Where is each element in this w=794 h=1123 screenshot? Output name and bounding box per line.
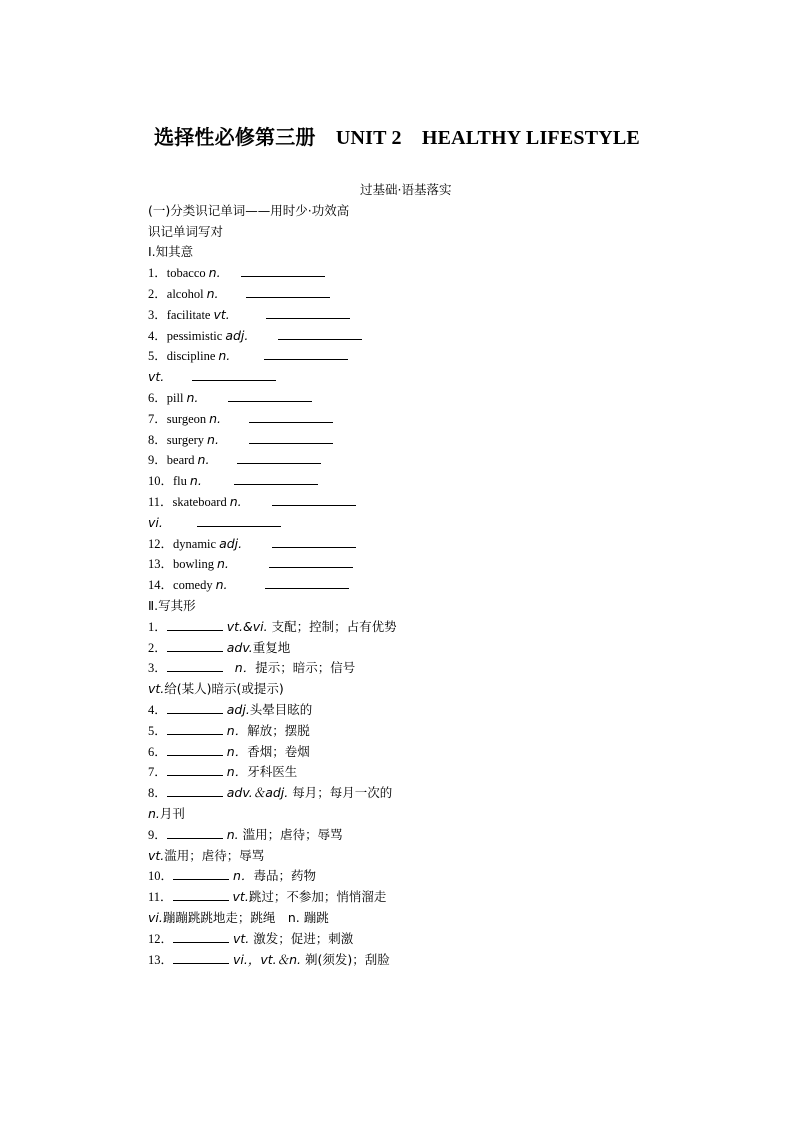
- answer-blank[interactable]: [237, 462, 321, 464]
- item-pos: vt.: [232, 889, 249, 904]
- item-word: flu: [173, 474, 187, 488]
- item-pos: n.: [206, 286, 219, 301]
- answer-blank[interactable]: [192, 379, 276, 381]
- item-word: alcohol: [166, 287, 204, 301]
- answer-blank[interactable]: [249, 442, 333, 444]
- list-item: [148, 931, 353, 947]
- section1-subheading: 识记单词写对: [148, 224, 224, 239]
- item-meaning: 月刊: [159, 806, 185, 821]
- item-meaning: 毒品；药物: [253, 868, 316, 883]
- item-meaning: 跳过；不参加；悄悄溜走: [248, 889, 387, 904]
- answer-blank[interactable]: [249, 421, 333, 423]
- list-item: [148, 348, 348, 364]
- answer-blank[interactable]: [167, 670, 223, 672]
- answer-blank[interactable]: [269, 566, 353, 568]
- answer-blank[interactable]: [167, 837, 223, 839]
- answer-blank[interactable]: [167, 733, 223, 735]
- item-meaning: 牙科医生: [247, 764, 298, 779]
- answer-blank[interactable]: [167, 774, 223, 776]
- item-pos: n.: [215, 577, 228, 592]
- item-pos: adj.: [225, 328, 249, 343]
- answer-blank[interactable]: [173, 878, 229, 880]
- item-number: 5．: [148, 724, 167, 738]
- item-pos: n．: [226, 764, 248, 779]
- item-number: 13．: [148, 557, 174, 571]
- item-number: 12．: [148, 537, 174, 551]
- item-number: 12．: [148, 932, 174, 946]
- item-number: 4．: [148, 703, 167, 717]
- item-number: 1．: [148, 620, 167, 634]
- item-meaning: 滥用；虐待；辱骂: [238, 827, 343, 842]
- list-item: [148, 265, 325, 281]
- item-word: pill: [166, 391, 184, 405]
- item-pos: n．: [226, 723, 248, 738]
- item-number: 13．: [148, 953, 174, 967]
- list-item: [148, 619, 397, 635]
- item-pos: vi.: [148, 910, 163, 925]
- answer-blank[interactable]: [266, 317, 350, 319]
- list-item: [148, 681, 284, 697]
- list-item: [148, 432, 333, 448]
- list-item: [148, 328, 362, 344]
- section1-heading: (一)分类识记单词——用时少·功效高: [148, 203, 350, 218]
- list-item: [148, 286, 330, 302]
- list-item: [148, 764, 297, 780]
- item-pos: vt.: [148, 681, 165, 696]
- item-word: discipline: [166, 349, 216, 363]
- list-item: [148, 910, 329, 926]
- item-pos: adv.: [226, 640, 253, 655]
- item-pos: n.: [186, 390, 199, 405]
- item-pos: n.: [217, 556, 229, 571]
- item-pos: n.: [189, 473, 202, 488]
- item-pos: vt.: [148, 848, 165, 863]
- list-item: [148, 515, 281, 531]
- item-number: 10．: [148, 474, 174, 488]
- item-pos: n．: [233, 868, 254, 883]
- item-pos: vt.&vi.: [226, 619, 268, 634]
- item-number: 14．: [148, 578, 174, 592]
- item-meaning: 蹦蹦跳跳地走；跳绳 n. 蹦跳: [162, 910, 329, 925]
- item-pos: n．: [226, 744, 248, 759]
- item-word: pessimistic: [166, 329, 223, 343]
- item-pos: vt.: [148, 369, 165, 384]
- item-number: 4．: [148, 329, 167, 343]
- item-number: 3．: [148, 308, 167, 322]
- item-meaning: 解放；摆脱: [247, 723, 310, 738]
- list-item: [148, 390, 312, 406]
- item-pos: vt.: [213, 307, 230, 322]
- list-item: [148, 640, 290, 656]
- item-meaning: 香烟；卷烟: [247, 744, 310, 759]
- answer-blank[interactable]: [264, 358, 348, 360]
- part2-heading: Ⅱ.写其形: [148, 598, 196, 613]
- answer-blank[interactable]: [246, 296, 330, 298]
- item-number: 6．: [148, 391, 167, 405]
- answer-blank[interactable]: [167, 629, 223, 631]
- item-number: 5．: [148, 349, 167, 363]
- item-pos: vi.: [148, 515, 163, 530]
- answer-blank[interactable]: [167, 712, 223, 714]
- answer-blank[interactable]: [173, 899, 229, 901]
- item-number: 8．: [148, 786, 167, 800]
- list-item: [148, 785, 392, 801]
- item-pos: n．: [234, 660, 256, 675]
- item-pos: n.: [207, 432, 219, 447]
- item-meaning: 提示；暗示；信号: [255, 660, 356, 675]
- item-meaning: 剃(须发)；刮脸: [301, 952, 390, 967]
- list-item: [148, 744, 310, 760]
- list-item: [148, 702, 312, 718]
- list-item: [148, 369, 276, 385]
- item-number: 9．: [148, 453, 167, 467]
- item-word: comedy: [173, 578, 213, 592]
- item-pos: n.: [148, 806, 160, 821]
- item-pos: n.: [218, 348, 231, 363]
- item-number: 10．: [148, 869, 174, 883]
- item-meaning: 每月；每月一次的: [288, 785, 393, 800]
- list-item: [148, 307, 350, 323]
- item-pos: n.: [208, 265, 221, 280]
- item-word: surgeon: [166, 412, 207, 426]
- list-item: [148, 723, 310, 739]
- item-word: beard: [166, 453, 195, 467]
- answer-blank[interactable]: [167, 754, 223, 756]
- page-title: 选择性必修第三册 UNIT 2 HEALTHY LIFESTYLE: [154, 127, 640, 149]
- item-number: 2．: [148, 641, 167, 655]
- item-pos: adj.: [226, 702, 250, 717]
- item-pos: n.: [226, 827, 239, 842]
- part1-heading: Ⅰ.知其意: [148, 244, 194, 259]
- answer-blank[interactable]: [272, 546, 356, 548]
- item-pos: n.: [209, 411, 222, 426]
- item-meaning: 支配；控制；占有优势: [267, 619, 397, 634]
- answer-blank[interactable]: [173, 962, 229, 964]
- list-item: [148, 452, 321, 468]
- list-item: [148, 806, 185, 822]
- item-number: 11．: [148, 495, 173, 509]
- item-word: dynamic: [173, 537, 217, 551]
- list-item: [148, 556, 353, 572]
- answer-blank[interactable]: [167, 795, 223, 797]
- list-item: [148, 952, 390, 968]
- item-number: 7．: [148, 765, 167, 779]
- item-pos: n.: [197, 452, 210, 467]
- item-number: 6．: [148, 745, 167, 759]
- item-word: skateboard: [172, 495, 227, 509]
- list-item: [148, 494, 356, 510]
- item-word: bowling: [173, 557, 214, 571]
- answer-blank[interactable]: [197, 525, 281, 527]
- item-pos: adj.: [219, 536, 243, 551]
- list-item: [148, 848, 264, 864]
- item-number: 1．: [148, 266, 167, 280]
- answer-blank[interactable]: [272, 504, 356, 506]
- item-number: 9．: [148, 828, 167, 842]
- answer-blank[interactable]: [265, 587, 349, 589]
- item-meaning: 激发；促进；刺激: [249, 931, 354, 946]
- list-item: [148, 868, 316, 884]
- item-pos: adv.＆adj.: [226, 785, 289, 800]
- item-word: tobacco: [166, 266, 206, 280]
- item-meaning: 重复地: [252, 640, 291, 655]
- list-item: [148, 577, 349, 593]
- answer-blank[interactable]: [167, 650, 223, 652]
- item-number: 2．: [148, 287, 167, 301]
- list-item: [148, 827, 343, 843]
- answer-blank[interactable]: [241, 275, 325, 277]
- item-number: 7．: [148, 412, 167, 426]
- item-number: 11．: [148, 890, 173, 904]
- list-item: [148, 889, 386, 905]
- item-meaning: 给(某人)暗示(或提示): [164, 681, 284, 696]
- section-subtitle: 过基础·语基落实: [360, 182, 452, 197]
- answer-blank[interactable]: [234, 483, 318, 485]
- list-item: [148, 473, 318, 489]
- item-pos: vi.，vt.＆n.: [233, 952, 302, 967]
- item-number: 8．: [148, 433, 167, 447]
- answer-blank[interactable]: [278, 338, 362, 340]
- answer-blank[interactable]: [173, 941, 229, 943]
- item-meaning: 滥用；虐待；辱骂: [164, 848, 265, 863]
- list-item: [148, 536, 356, 552]
- item-pos: vt.: [233, 931, 250, 946]
- list-item: [148, 660, 355, 676]
- answer-blank[interactable]: [228, 400, 312, 402]
- item-meaning: 头晕目眩的: [249, 702, 313, 717]
- item-word: facilitate: [166, 308, 211, 322]
- item-pos: n.: [229, 494, 242, 509]
- list-item: [148, 411, 333, 427]
- item-word: surgery: [166, 433, 205, 447]
- item-number: 3．: [148, 661, 167, 675]
